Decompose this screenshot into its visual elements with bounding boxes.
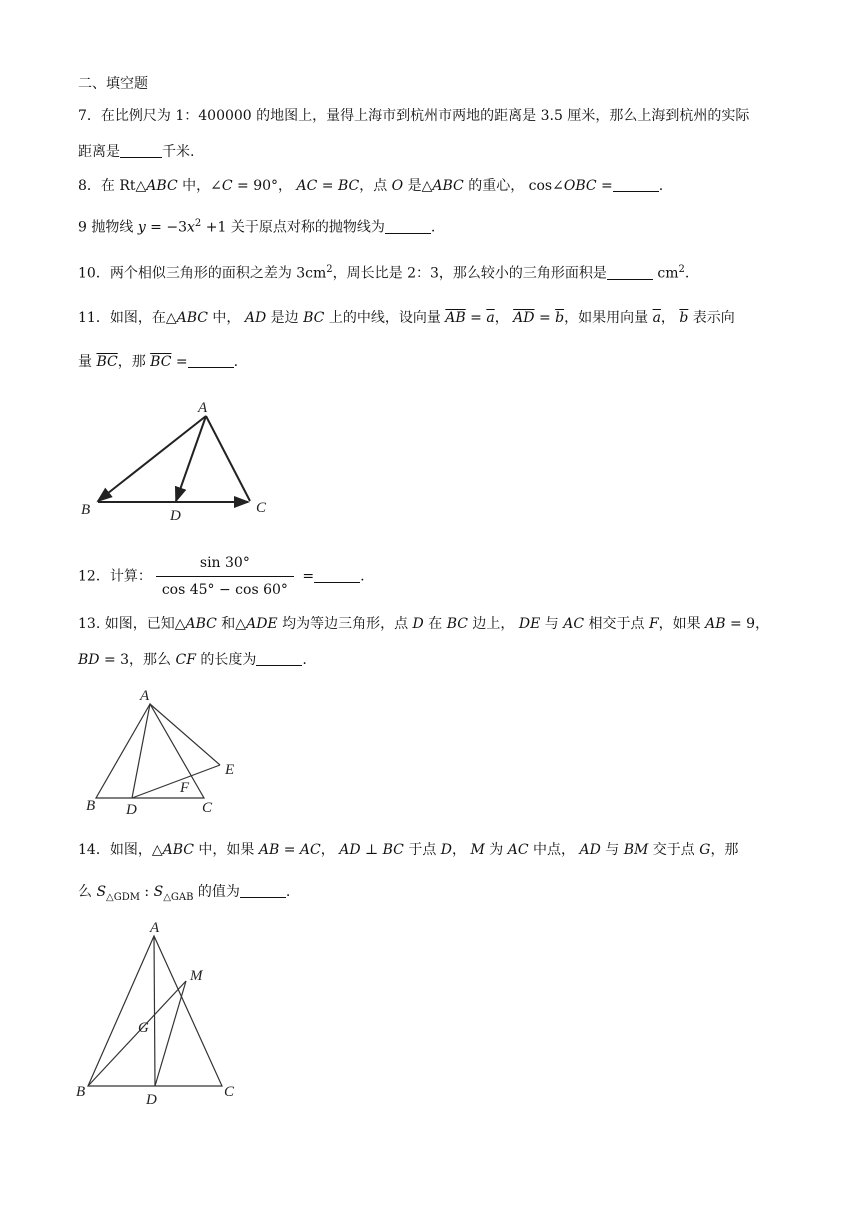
fig14-label-d: D [146,1092,157,1108]
q12-t1: 12．计算： [78,568,152,585]
fig14-label-b: B [76,1084,86,1100]
q14-t13: . [285,884,291,900]
q12-t3: . [360,568,365,585]
q11-t3: 是边 [266,310,304,326]
fig14-segment-bm [88,981,186,1086]
fig14-label-a: A [150,920,160,936]
q13-t9: = 9， [725,616,770,632]
q11-vector-b: $\overline{b}$ [555,310,565,326]
q14-d: D [440,842,453,858]
q13-t7: 相交于点 [584,616,649,632]
q11-t2: 中， [207,310,245,326]
question-14-line-1 [78,840,738,860]
q11-abc: ABC [176,310,208,326]
q10-sq: 2 [326,264,333,275]
fig14-segment-ad [154,936,155,1086]
q11-t10: 表示向 [688,310,735,326]
q10-t1: 10．两个相似三角形的面积之差为 3cm [78,265,327,282]
q13-t4: 在 [423,616,447,632]
question-8 [78,176,663,196]
q14-ab: AB [258,842,280,858]
question-11-line-1 [78,308,735,328]
q13-t6: 与 [540,616,564,632]
q11-ad: AD [244,310,267,326]
question-13-line-1 [78,614,769,634]
q13-t8: ，如果 [658,616,706,632]
answer-blank-12[interactable] [314,568,360,583]
fig13-label-b: B [86,798,96,814]
q14-t7: 中点， [528,842,580,858]
q14-t4: 于点 [403,842,441,858]
q8-t4: ，点 [359,178,392,194]
fig11-label-d: D [170,508,181,524]
q14-t3: ， [320,842,340,858]
q14-g: G [699,842,711,858]
q11-vector-a2: $\overline{a}$ [652,310,661,326]
q13-t5: 边上， [467,616,519,632]
q8-c: C [221,178,233,194]
answer-blank-13[interactable] [256,651,302,666]
q11-vector-b2: $\overline{b}$ [679,310,689,326]
q11-t1: 11．如图，在△ [78,310,177,326]
answer-blank-9[interactable] [385,219,431,234]
q14-ac: AC [299,842,321,858]
q13-t10: = 3，那么 [99,652,176,668]
q12-denominator: cos 45° − cos 60° [161,582,288,598]
q11-t6: ， [494,310,514,326]
q11-t12: ，那 [117,354,151,370]
q14-t2: 中，如果 [193,842,259,858]
q10-t3: cm [652,265,679,282]
q8-ac: AC [296,178,318,194]
q13-t1: 13. 如图，已知△ [78,616,186,632]
q14-ad2: AD [579,842,601,858]
q13-cf: CF [175,652,196,668]
figure-11-triangle [78,396,278,526]
fig13-label-a: A [140,688,150,704]
q8-bc: BC [337,178,360,194]
question-14-line-2 [78,882,290,908]
question-12 [78,552,365,601]
fig14-label-c: C [224,1084,235,1100]
q14-t8: 与 [600,842,624,858]
q9-y: y [137,219,146,236]
q13-abc: ABC [185,616,217,632]
q11-t9: ， [660,310,680,326]
q8-t8: . [658,178,664,194]
q8-obc: OBC [563,178,597,194]
q13-d: D [412,616,424,632]
question-7-line-2 [78,142,194,162]
q11-vector-a: $\overline{a}$ [486,310,495,326]
fig13-segment-de [132,765,220,798]
question-10 [78,260,689,284]
q14-m: M [470,842,485,858]
q14-t9: 交于点 [648,842,700,858]
figure-14-triangle [74,918,244,1108]
question-7-line-1 [78,106,749,126]
q11-vector-bc2: $\overline{BC}$ [150,354,172,370]
q8-t5: 是△ [403,178,433,194]
q14-t10: ，那 [710,842,739,858]
q10-t2: ，周长比是 2：3，那么较小的三角形面积是 [332,265,607,282]
q10-t4: . [684,265,690,282]
q13-de: DE [518,616,541,632]
q8-eq: = [317,178,338,194]
q11-bc: BC [303,310,325,326]
q11-t8: ，如果用向量 [564,310,653,326]
q10-sq2: 2 [678,264,685,275]
q13-bd: BD [78,652,100,668]
q9-sq: 2 [194,218,202,229]
fig11-segment-ac [206,416,250,501]
fig13-segment-ad [132,704,150,798]
q14-eq: = [279,842,300,858]
q11-t4: 上的中线，设向量 [324,310,446,326]
q8-t6: 的重心， cos∠ [463,178,564,194]
q14-abc: ABC [162,842,194,858]
answer-blank-10[interactable] [607,265,653,280]
q8-t1: 8．在 Rt△ [78,178,147,194]
q8-t3: = 90°， [232,178,297,194]
q9-t1: 9 抛物线 [78,219,138,236]
fig13-label-f: F [180,780,190,796]
q14-s1: S [96,884,107,900]
fig11-label-b: B [81,502,91,518]
question-13-line-2 [78,650,307,670]
q14-colon: : [139,884,154,900]
q14-s2-sub: △GAB [163,891,194,903]
figure-13-triangles [82,686,252,816]
q9-t4: . [430,219,436,236]
q9-x: x [187,219,195,236]
q7-text-b: 千米. [162,144,195,160]
q13-ac: AC [563,616,585,632]
q14-ad: AD [339,842,361,858]
q7-text-a: 距离是 [78,144,120,160]
answer-blank-7[interactable] [120,143,162,158]
fig13-label-d: D [126,802,137,816]
q13-t12: . [302,652,307,668]
fig11-label-c: C [256,500,267,516]
q14-t1: 14．如图，△ [78,842,163,858]
fig13-label-c: C [202,800,213,816]
q14-t11: 么 [78,884,97,900]
q11-vector-ab: $\overline{AB}$ [445,310,466,326]
q14-t6: 为 [484,842,508,858]
q14-bc: BC [382,842,404,858]
fig14-label-m: M [190,968,203,984]
q11-t14: . [233,354,239,370]
fig11-segment-ab [98,416,206,501]
q7-text: 7．在比例尺为 1：400000 的地图上，量得上海市到杭州市两地的距离是 3.5 厘米，那么上海到杭州的实际 [78,108,750,124]
q12-t2: = [297,568,315,585]
q11-t13: = [171,354,188,370]
question-9 [78,214,435,238]
fig11-label-a: A [198,400,208,416]
q14-t5: ， [452,842,471,858]
q13-t2: 和△ [216,616,247,632]
q13-t11: 的长度为 [195,652,257,668]
section-title: 二、填空题 [78,76,148,92]
q14-bm: BM [623,842,649,858]
q13-ade: ADE [246,616,278,632]
q12-numerator: sin 30° [156,552,294,577]
q14-ac2: AC [507,842,529,858]
q14-s1-sub: △GDM [106,891,140,903]
q13-f: F [648,616,659,632]
q14-t12: 的值为 [193,884,240,900]
fig13-segment-ae [150,704,220,765]
q8-t7: = [596,178,613,194]
q9-t3: +1 关于原点对称的抛物线为 [201,219,385,236]
fig13-label-e: E [225,762,235,778]
q8-o: O [391,178,404,194]
q12-fraction [156,552,294,601]
q11-t5: = [465,310,487,326]
q13-bc: BC [446,616,468,632]
question-11-line-2 [78,352,238,372]
q8-t2: 中，∠ [177,178,222,194]
q14-perp: ⊥ [360,842,383,858]
q8-abc2: ABC [432,178,464,194]
answer-blank-8[interactable] [613,177,659,192]
q13-ab: AB [705,616,726,632]
q11-vector-ad: $\overline{AD}$ [513,310,535,326]
q11-vector-bc: $\overline{BC}$ [96,354,118,370]
q11-t11: 量 [78,354,97,370]
answer-blank-11[interactable] [188,353,234,368]
q9-t2: = −3 [145,219,188,236]
answer-blank-14[interactable] [240,883,286,898]
q8-abc: ABC [146,178,178,194]
q14-s2: S [153,884,164,900]
q13-t3: 均为等边三角形，点 [277,616,413,632]
fig14-label-g: G [138,1020,149,1036]
q11-t7: = [534,310,556,326]
